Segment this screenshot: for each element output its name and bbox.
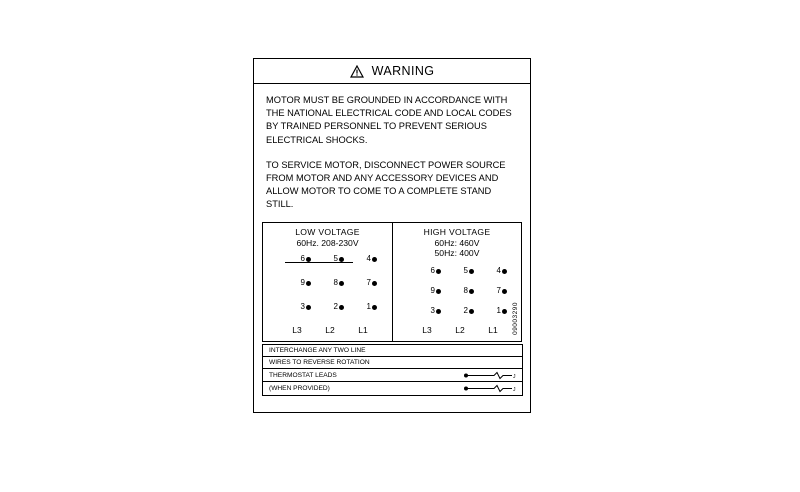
terminal-node — [347, 303, 377, 312]
terminal-dot-icon — [502, 269, 507, 274]
high-voltage-title-line-1: HIGH VOLTAGE — [423, 227, 491, 237]
terminal-dot-icon — [306, 257, 311, 262]
line-label: L3 — [422, 325, 432, 335]
terminal-dot-icon — [502, 309, 507, 314]
terminal-number: 5 — [333, 254, 338, 263]
high-voltage-line-labels — [393, 325, 521, 337]
line-label: L3 — [292, 325, 302, 335]
terminal-node — [314, 255, 344, 264]
terminal-number: 7 — [366, 278, 371, 287]
note-row — [263, 357, 522, 369]
terminal-dot-icon — [436, 289, 441, 294]
terminal-node — [314, 279, 344, 288]
terminal-dot-icon — [339, 257, 344, 262]
terminal-node — [477, 267, 507, 276]
warning-paragraph-2: TO SERVICE MOTOR, DISCONNECT POWER SOURCE FROM MOTOR AND ANY ACCESSORY DEVICES AND ALLOW MOTOR TO COME TO A COMPLETE STAND STILL. — [266, 159, 506, 210]
note-row — [263, 369, 522, 382]
high-voltage-terminal-grid — [393, 267, 521, 329]
terminal-dot-icon — [502, 289, 507, 294]
terminal-number: 3 — [430, 306, 435, 315]
terminal-dot-icon — [339, 281, 344, 286]
terminal-dot-icon — [306, 281, 311, 286]
note-text: INTERCHANGE ANY TWO LINE — [269, 347, 366, 354]
high-voltage-title-line-2: 60Hz: 460V — [434, 237, 480, 248]
terminal-number: 8 — [463, 286, 468, 295]
warning-triangle-icon — [350, 65, 364, 78]
terminal-number: 3 — [300, 302, 305, 311]
low-voltage-diagram — [262, 222, 393, 342]
terminal-number: 6 — [300, 254, 305, 263]
warning-paragraph-1: MOTOR MUST BE GROUNDED IN ACCORDANCE WITH THE NATIONAL ELECTRICAL CODE AND LOCAL CODES BY TRAINED PERSONNEL TO PREVENT SERIOUS ELECTRICAL SHOCKS. — [266, 95, 512, 145]
terminal-dot-icon — [469, 269, 474, 274]
terminal-row — [393, 287, 521, 303]
low-voltage-line-labels — [263, 325, 392, 337]
terminal-row — [263, 279, 392, 295]
terminal-node — [477, 307, 507, 316]
terminal-dot-icon — [306, 305, 311, 310]
terminal-dot-icon — [469, 309, 474, 314]
terminal-node — [411, 267, 441, 276]
note-row — [263, 382, 522, 395]
low-voltage-title-line-1: LOW VOLTAGE — [295, 227, 360, 237]
warning-title: WARNING — [371, 64, 435, 78]
note-text: (WHEN PROVIDED) — [269, 385, 330, 392]
terminal-node — [347, 279, 377, 288]
terminal-node — [281, 279, 311, 288]
svg-text:J: J — [513, 387, 516, 393]
terminal-number: 9 — [300, 278, 305, 287]
high-voltage-diagram — [392, 222, 522, 342]
note-text: THERMOSTAT LEADS — [269, 372, 337, 379]
terminal-number: 2 — [463, 306, 468, 315]
terminal-number: 2 — [333, 302, 338, 311]
note-row — [263, 345, 522, 357]
terminal-dot-icon — [372, 281, 377, 286]
bottom-notes — [262, 344, 523, 396]
terminal-dot-icon — [372, 257, 377, 262]
terminal-number: 1 — [366, 302, 371, 311]
terminal-node — [444, 287, 474, 296]
terminal-number: 8 — [333, 278, 338, 287]
terminal-number: 5 — [463, 266, 468, 275]
thermostat-lead-icon — [464, 382, 516, 395]
terminal-dot-icon — [469, 289, 474, 294]
terminal-dot-icon — [372, 305, 377, 310]
line-label: L2 — [455, 325, 465, 335]
terminal-number: 7 — [496, 286, 501, 295]
terminal-node — [281, 255, 311, 264]
line-label: L1 — [358, 325, 368, 335]
terminal-node — [477, 287, 507, 296]
terminal-dot-icon — [339, 305, 344, 310]
motor-connection-label-plate — [253, 58, 531, 413]
line-label: L2 — [325, 325, 335, 335]
terminal-number: 4 — [366, 254, 371, 263]
terminal-number: 9 — [430, 286, 435, 295]
terminal-number: 4 — [496, 266, 501, 275]
warning-body-text — [254, 84, 530, 218]
thermostat-lead-icon — [464, 369, 516, 381]
terminal-dot-icon — [436, 309, 441, 314]
terminal-row — [263, 303, 392, 319]
svg-text:J: J — [513, 374, 516, 380]
line-label: L1 — [488, 325, 498, 335]
low-voltage-title — [263, 223, 392, 248]
terminal-node — [314, 303, 344, 312]
part-number-code: 09003290 — [512, 302, 519, 335]
terminal-node — [411, 287, 441, 296]
terminal-row — [393, 267, 521, 283]
note-text: WIRES TO REVERSE ROTATION — [269, 359, 370, 366]
high-voltage-title-line-3: 50Hz: 400V — [434, 248, 480, 258]
terminal-row — [393, 307, 521, 323]
terminal-node — [347, 255, 377, 264]
terminal-number: 1 — [496, 306, 501, 315]
wiring-diagrams — [262, 222, 523, 342]
terminal-dot-icon — [436, 269, 441, 274]
terminal-node — [281, 303, 311, 312]
terminal-node — [444, 267, 474, 276]
terminal-node — [444, 307, 474, 316]
low-voltage-terminal-grid — [263, 255, 392, 327]
high-voltage-title — [393, 223, 521, 259]
terminal-number: 6 — [430, 266, 435, 275]
warning-header — [254, 59, 530, 84]
terminal-row — [263, 255, 392, 271]
low-voltage-title-line-2: 60Hz. 208-230V — [296, 237, 359, 248]
terminal-node — [411, 307, 441, 316]
